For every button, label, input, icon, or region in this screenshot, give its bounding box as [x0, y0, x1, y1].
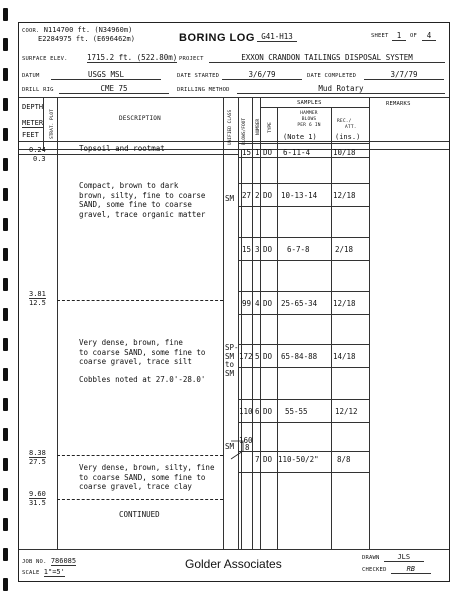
sample-number: 7: [255, 455, 260, 464]
boring-log-form: [18, 22, 450, 582]
date-started: 3/6/79: [222, 70, 302, 80]
unified-class: SM: [225, 442, 235, 451]
sample-hammer: 65-84-88: [281, 352, 318, 361]
sample-type: DO: [263, 191, 273, 200]
sample-hammer: 10-13-14: [281, 191, 318, 200]
sample-blows: 27: [242, 191, 252, 200]
company-name: Golder Associates: [185, 557, 282, 571]
punch-hole: [3, 38, 8, 51]
datum-label: DATUM: [22, 73, 40, 79]
depth-feet: 12.5: [29, 299, 46, 307]
sheet-of-label: OF: [410, 33, 418, 39]
datum: USGS MSL: [51, 70, 161, 80]
sample-type: DO: [263, 148, 273, 157]
hammer-note: (Note 1): [283, 133, 317, 141]
punch-hole: [3, 458, 8, 471]
continued-label: CONTINUED: [119, 510, 160, 519]
surface-elev-label: SURFACE ELEV.: [22, 56, 68, 62]
feet-header: FEET: [22, 131, 39, 139]
hammer-header: HAMMER BLOWS PER 6 IN: [297, 111, 321, 128]
unified-class: SP- SM to SM: [225, 343, 239, 378]
sample-number: 4: [255, 299, 260, 308]
depth-meter: 3.81: [29, 290, 46, 298]
sample-blows: 99: [242, 299, 252, 308]
punch-hole: [3, 338, 8, 351]
punch-hole: [3, 8, 8, 21]
punch-hole: [3, 278, 8, 291]
punch-hole: [3, 188, 8, 201]
punch-hole: [3, 488, 8, 501]
form-title: BORING LOG: [179, 32, 255, 44]
sample-number: 2: [255, 191, 260, 200]
coordinates: COOR. N114700 ft. (N34960m): [22, 26, 133, 34]
sample-type: DO: [263, 407, 273, 416]
sample-type: DO: [263, 245, 273, 254]
sample-hammer: 25-65-34: [281, 299, 318, 308]
sample-hammer: 55-55: [285, 407, 308, 416]
sample-blows: 110: [239, 407, 253, 416]
log-id: G41-H13: [257, 32, 297, 42]
depth-feet: 31.5: [29, 499, 46, 507]
stratum-description: Topsoil and rootmat: [79, 144, 165, 153]
sample-number: 1: [255, 148, 260, 157]
blows-arrow-icon: [229, 439, 255, 467]
stratum-description: Very dense, brown, silty, fine to coarse SAND, some fine to coarse gravel, trace clay: [79, 463, 215, 491]
punch-hole: [3, 128, 8, 141]
unified-class: SM: [225, 194, 235, 203]
drill-rig: CME 75: [59, 84, 169, 94]
description-header: DESCRIPTION: [119, 115, 161, 122]
sample-recovery: 12/12: [335, 407, 358, 416]
sample-type: DO: [263, 455, 273, 464]
date-completed: 3/7/79: [364, 70, 444, 80]
checked-by: CHECKED RB: [362, 565, 431, 574]
punch-hole: [3, 428, 8, 441]
number-header: NUMBER: [256, 118, 261, 135]
sample-blows-extra: 8: [245, 443, 250, 452]
sample-recovery: 8/8: [337, 455, 351, 464]
punch-hole: [3, 398, 8, 411]
remarks-header: REMARKS: [386, 101, 411, 107]
punch-hole: [3, 98, 8, 111]
sample-number: 3: [255, 245, 260, 254]
drawn-by: DRAWN JLS: [362, 553, 424, 562]
sample-recovery: 12/18: [333, 191, 356, 200]
sample-hammer: 6-7-8: [287, 245, 310, 254]
depth-meter: 9.60: [29, 490, 46, 498]
sample-type: DO: [263, 352, 273, 361]
job-number: JOB NO. 786085: [22, 557, 77, 565]
sample-recovery: 12/18: [333, 299, 356, 308]
sheet-number: 1: [392, 31, 406, 41]
depth-feet: 27.5: [29, 458, 46, 466]
sample-blows: 15: [242, 245, 252, 254]
strat-plot-header: STRAT. PLOT: [50, 109, 55, 139]
depth-feet: 0.3: [33, 155, 46, 163]
meter-header: METER: [22, 119, 44, 127]
coor-north: N114700 ft. (N34960m): [43, 26, 133, 34]
punch-hole: [3, 548, 8, 561]
sheet-label: SHEET: [371, 33, 389, 39]
sample-blows: 160: [239, 436, 253, 445]
punch-hole: [3, 248, 8, 261]
sample-hammer: 110-50/2": [278, 455, 319, 464]
sample-recovery: 14/18: [333, 352, 356, 361]
unified-class-header: UNIFIED CLASS: [228, 109, 233, 145]
date-started-label: DATE STARTED: [177, 73, 220, 79]
stratum-description: Compact, brown to dark brown, silty, fine to coarse SAND, some fine to coarse gravel, trace organic matter: [79, 181, 206, 219]
punch-hole: [3, 218, 8, 231]
punch-hole: [3, 368, 8, 381]
drilling-method-label: DRILLING METHOD: [177, 87, 230, 93]
punch-hole: [3, 518, 8, 531]
sample-recovery: 2/18: [335, 245, 354, 254]
date-completed-label: DATE COMPLETED: [307, 73, 357, 79]
punch-hole: [3, 158, 8, 171]
project-label: PROJECT: [179, 56, 204, 62]
scale: SCALE 1"=5': [22, 568, 65, 576]
sample-number: 6: [255, 407, 260, 416]
sample-type: DO: [263, 299, 273, 308]
samples-header: SAMPLES: [297, 100, 322, 106]
surface-elev: 1715.2 ft. (522.80m): [87, 53, 178, 62]
punch-hole: [3, 578, 8, 591]
sample-number: 5: [255, 352, 260, 361]
rec-header: REC./ ATT.: [337, 119, 357, 130]
sample-hammer: 6-11-4: [283, 148, 311, 157]
stratum-description: Very dense, brown, fine to coarse SAND, some fine to coarse gravel, trace silt: [79, 338, 206, 366]
type-header: TYPE: [268, 122, 273, 133]
depth-meter: 8.38: [29, 449, 46, 457]
depth-meter: 0.24: [29, 146, 46, 154]
project: EXXON CRANDON TAILINGS DISPOSAL SYSTEM: [209, 53, 445, 63]
coor-east: E2284975 ft. (E696462m): [38, 35, 135, 43]
rec-unit: (ins.): [335, 133, 361, 141]
sample-recovery: 10/18: [333, 148, 356, 157]
depth-header: DEPTH: [22, 103, 44, 111]
blows-foot-header: BLOWS/FOOT: [242, 117, 247, 145]
stratum-note: Cobbles noted at 27.0'-28.0': [79, 375, 206, 384]
sheet-total: 4: [422, 31, 436, 41]
punch-hole: [3, 68, 8, 81]
sample-blows: 15: [242, 148, 252, 157]
drill-rig-label: DRILL RIG: [22, 87, 54, 93]
drilling-method: Mud Rotary: [237, 84, 445, 94]
punch-hole: [3, 308, 8, 321]
sample-blows: 172: [239, 352, 253, 361]
